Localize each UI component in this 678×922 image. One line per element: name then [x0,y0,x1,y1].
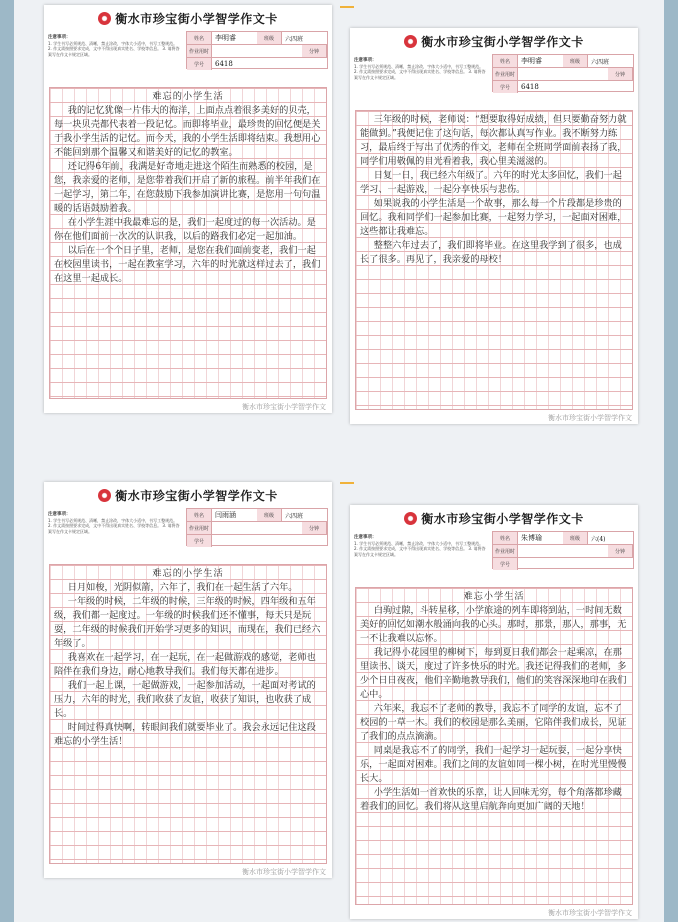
school-logo-icon [98,489,111,502]
info-row [44,508,332,546]
student-name: 李明睿 [521,57,542,65]
class-label: 班级 [563,532,588,544]
student-name: 闫雨涵 [215,511,236,519]
number-label: 学号 [187,535,212,547]
student-info-table [186,31,328,69]
minutes-label: 分钟 [302,45,327,57]
essay-paragraph: 我记得小花园里的柳树下，每到夏日我们都会一起乘凉，在那里读书、谈天，度过了许多快乐的时光。我还记得我们的老师，多少个日日夜夜，他们辛勤地教导我们，他们的笑容深深地印在我们心中。 [360,647,627,700]
essay-paragraph: 如果说我的小学生活是一个故事，那么每一个片段都是珍贵的回忆。我和同学们一起参加比赛，一起努力学习，一起面对困难，这些都让我难忘。 [360,198,627,237]
writing-grid [49,564,327,864]
student-info-table [186,508,328,546]
class-label: 班级 [257,32,282,44]
notes-text: 1. 学生书写必须规范、清晰，禁止涂改，字体大小适中，书写工整规范。 2. 作文需按照要求完成，文中不得出现真实姓名、学校等信息。 3. 请将答案写在作文卡规定区域。 [48,517,180,534]
notes-title: 注意事项： [354,58,377,63]
essay-paragraph: 我喜欢在一起学习，在一起玩，在一起做游戏的感觉，老师也陪伴在我们身边，耐心地教导我们。我们每天都在进步。 [54,652,316,677]
minutes-label: 分钟 [608,68,633,80]
student-info-table [492,531,634,569]
essay-paragraph: 白驹过隙，斗转星移，小学旅途的列车即将到站，一时间无数美好的回忆如潮水般涌向我的心头。那时，那景，那人，那事，无一不让我难以忘怀。 [360,605,627,644]
work-time-label: 作业用时 [187,45,212,57]
work-time-value [518,68,608,80]
essay-paragraph: 还记得6年前，我满是好奇地走进这个陌生而熟悉的校园，是您，我亲爱的老师，是您带着我们开启了新的旅程。前半年我们在一起学习，第二年，在您鼓励下我参加演讲比赛，是您用一句句温暖的话语鼓励着我。 [54,161,321,214]
essay-paragraph: 六年来，我忘不了老师的教导，我忘不了同学的友谊，忘不了校园的一草一木。我们的校园是那么美丽，它陪伴我们成长，见证了我们的点点滴滴。 [360,703,627,742]
student-class: 六四班 [591,58,610,66]
minutes-label: 分钟 [608,545,633,557]
name-label: 姓名 [493,532,518,544]
writing-grid [49,87,327,399]
composition-card [350,505,638,919]
essay-title: 难忘的小学生活 [152,568,224,579]
essay-paragraph: 在小学生涯中我最难忘的是，我们一起度过的每一次活动。是你在他们面前一次次的认识我，以后的路我们必定一起加油。 [54,217,316,242]
number-label: 学号 [493,558,518,570]
essay-paragraph: 我们一起上课，一起做游戏，一起参加活动，一起面对考试的压力，六年的时光，我们收获了友谊，收获了知识，也收获了成长。 [54,680,316,719]
essay-paragraph: 我的记忆犹像一片伟大的海洋，上面点点着很多美好的贝壳，每一块贝壳都代表着一段记忆。而即将毕业，最珍贵的回忆便是关于我小学生活的记忆。而今天，我的小学生活即将结束。我想用心不能回到那个温馨又和谐美好的记忆的教室。 [54,105,321,158]
school-logo-icon [404,35,417,48]
notes-box [48,508,180,546]
notes-title: 注意事项： [354,535,377,540]
essay-paragraph: 三年级的时候，老师说：“想要取得好成绩，但只要勤奋努力就能做到。”我便记住了这句话，每次都认真写作业。我不断努力练习，最后终于写出了优秀的作文，老师在全班同学面前表扬了我，同学们用敬佩的目光看着我，我心里美滋滋的。 [360,114,627,167]
work-time-value [518,545,608,557]
watermark: 衡水市珍宝街小学智学作文 [548,414,632,422]
notes-box [354,531,486,569]
school-logo-icon [98,12,111,25]
work-time-label: 作业用时 [187,522,212,534]
card-header [44,5,332,31]
student-number [212,535,327,547]
accent-mark [340,482,354,484]
student-number: 6418 [215,60,233,68]
writing-grid [355,110,633,410]
left-frame-border [0,0,14,922]
school-logo-icon [404,512,417,525]
notes-title: 注意事项： [48,35,71,40]
number-label: 学号 [187,58,212,70]
number-label: 学号 [493,81,518,93]
notes-box [48,31,180,69]
accent-mark [340,6,354,8]
student-number: 6418 [521,83,539,91]
class-label: 班级 [257,509,282,521]
watermark: 衡水市珍宝街小学智学作文 [242,868,326,876]
notes-text: 1. 学生书写必须规范、清晰，禁止涂改，字体大小适中，书写工整规范。 2. 作文需按照要求完成，文中不得出现真实姓名、学校等信息。 3. 请将答案写在作文卡规定区域。 [354,63,486,80]
writing-grid [355,587,633,905]
card-title: 衡水市珍宝街小学智学作文卡 [421,511,584,526]
student-info-table [492,54,634,92]
essay-paragraph: 以后在一个个日子里，老师，是您在我们面前变老，我们一起在校园里读书，一起在教室学习，六年的时光就这样过去了，我们在这里一起成长。 [54,245,321,284]
composition-card [350,28,638,424]
essay-title: 难忘的小学生活 [152,91,224,102]
card-title: 衡水市珍宝街小学智学作文卡 [115,11,278,26]
essay-paragraph: 日复一日，我已经六年级了。六年的时光太多回忆，我们一起学习、一起游戏，一起分享快乐与悲伤。 [360,170,622,195]
name-label: 姓名 [187,32,212,44]
watermark: 衡水市珍宝街小学智学作文 [242,403,326,411]
work-time-label: 作业用时 [493,545,518,557]
card-header [44,482,332,508]
essay-paragraph: 同桌是我忘不了的同学，我们一起学习一起玩耍，一起分享快乐，一起面对困难。我们之间的友谊如同一棵小树，在时光里慢慢长大。 [360,745,627,784]
composition-card [44,482,332,878]
card-title: 衡水市珍宝街小学智学作文卡 [421,34,584,49]
card-header [350,28,638,54]
info-row [350,54,638,92]
student-class: 六(4) [591,535,606,543]
notes-text: 1. 学生书写必须规范、清晰，禁止涂改，字体大小适中，书写工整规范。 2. 作文需按照要求完成，文中不得出现真实姓名、学校等信息。 3. 请将答案写在作文卡规定区域。 [48,40,180,57]
notes-box [354,54,486,92]
info-row [350,531,638,569]
student-name: 朱博瑜 [521,534,542,542]
minutes-label: 分钟 [302,522,327,534]
info-row [44,31,332,69]
name-label: 姓名 [493,55,518,67]
watermark: 衡水市珍宝街小学智学作文 [548,909,632,917]
essay-paragraph: 整整六年过去了，我们即将毕业。在这里我学到了很多，也成长了很多。再见了，我亲爱的母校！ [360,240,622,265]
notes-title: 注意事项： [48,512,71,517]
student-class: 六四班 [285,35,304,43]
essay-paragraph: 日月如梭，光阴似箭，六年了，我们在一起生活了六年。 [67,582,298,593]
essay-paragraph: 时间过得真快啊，转眼间我们就要毕业了。我会永远记住这段难忘的小学生活！ [54,722,316,747]
essay-paragraph: 小学生活如一首欢快的乐章，让人回味无穷，每个角落都珍藏着我们的回忆。我们将从这里启航奔向更加广阔的天地！ [360,787,622,812]
card-title: 衡水市珍宝街小学智学作文卡 [115,488,278,503]
work-time-label: 作业用时 [493,68,518,80]
notes-text: 1. 学生书写必须规范、清晰，禁止涂改，字体大小适中，书写工整规范。 2. 作文需按照要求完成，文中不得出现真实姓名、学校等信息。 3. 请将答案写在作文卡规定区域。 [354,540,486,557]
right-frame-border [664,0,678,922]
class-label: 班级 [563,55,588,67]
essay-title: 难忘小学生活 [463,591,525,602]
essay-paragraph: 一年级的时候，二年级的时候，三年级的时候，四年级和五年级，我们都一起度过。一年级的时候我们还不懂事，每天只是玩耍，二年级的时候我们开始学习更多的知识，而现在，我们已经六年级了。 [54,596,321,649]
name-label: 姓名 [187,509,212,521]
work-time-value [212,522,302,534]
student-class: 六四班 [285,512,304,520]
student-number [518,558,633,570]
card-header [350,505,638,531]
student-name: 李明睿 [215,34,236,42]
work-time-value [212,45,302,57]
composition-card [44,5,332,413]
